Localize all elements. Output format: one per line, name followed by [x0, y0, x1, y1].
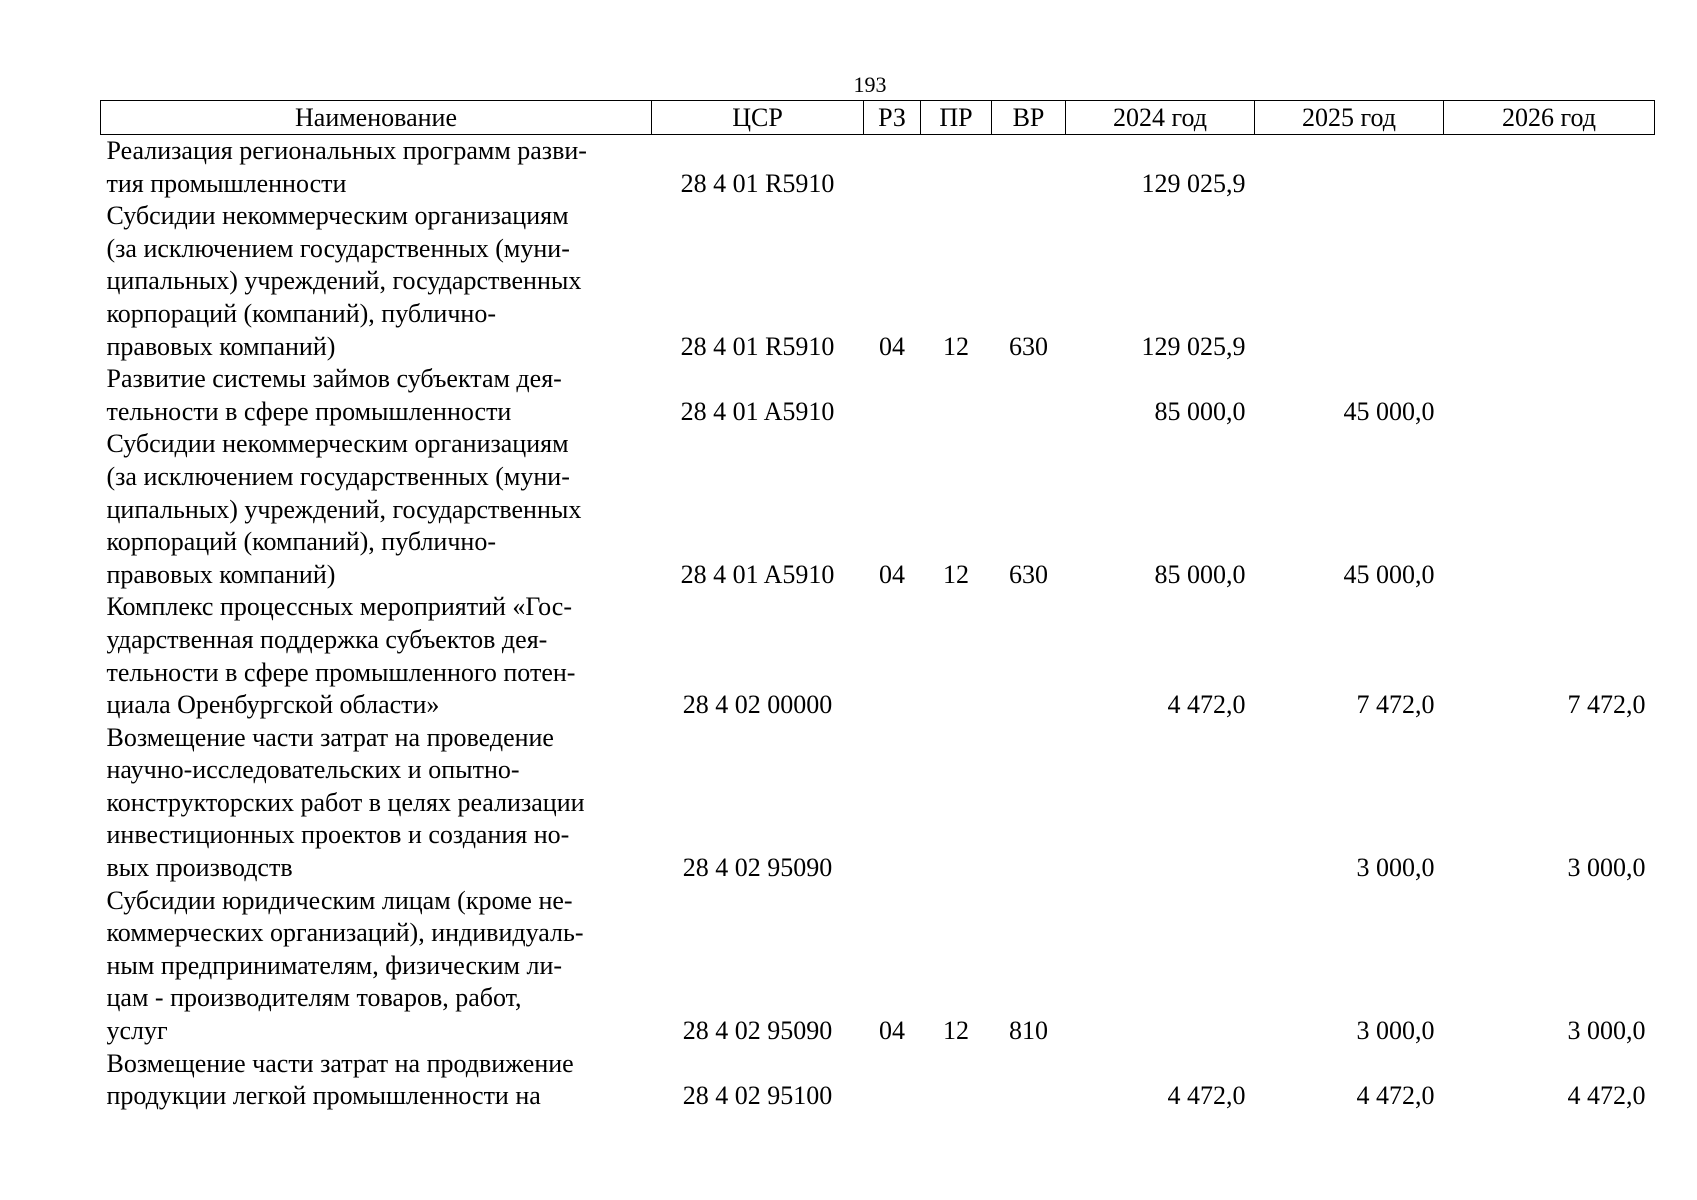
cell-2025: 45 000,0 — [1343, 396, 1435, 426]
cell-vr: 810 — [1009, 1016, 1048, 1046]
cell-pr — [921, 135, 992, 201]
cell-2024: 85 000,0 — [1154, 559, 1246, 589]
cell-pr — [921, 722, 992, 885]
cell-2026: 7 472,0 — [1567, 690, 1646, 720]
cell-rz: 04 — [879, 1016, 905, 1046]
cell-2025 — [1255, 200, 1444, 363]
cell-2026 — [1444, 200, 1655, 363]
cell-vr: 630 — [1009, 331, 1048, 361]
cell-name-line: ударственная поддержка субъектов дея- — [106, 624, 548, 654]
cell-name-line: Развитие системы займов субъектам дея- — [106, 364, 562, 394]
cell-2025: 45 000,0 — [1343, 559, 1435, 589]
table-row — [101, 428, 1655, 591]
cell-name — [101, 1048, 652, 1113]
cell-name-line: Субсидии некоммерческим организациям — [106, 201, 569, 231]
cell-name-line: циала Оренбургской области» — [106, 690, 440, 720]
cell-vr — [992, 135, 1066, 201]
cell-name-line: вых производств — [106, 853, 293, 883]
cell-2026 — [1444, 363, 1655, 428]
cell-name-line: инвестиционных проектов и создания но- — [106, 820, 570, 850]
cell-2024 — [1066, 885, 1255, 1048]
cell-name-line: коммерческих организаций), индивидуаль- — [106, 918, 584, 948]
cell-name — [101, 135, 652, 201]
header-pr: ПР — [921, 101, 992, 135]
cell-name-line: тельности в сфере промышленного потен- — [106, 657, 576, 687]
cell-2024: 129 025,9 — [1141, 331, 1246, 361]
cell-name-line: ципальных) учреждений, государственных — [106, 266, 582, 296]
cell-2025: 3 000,0 — [1356, 853, 1435, 883]
cell-2024 — [1066, 722, 1255, 885]
cell-name — [101, 722, 652, 885]
cell-name — [101, 200, 652, 363]
cell-2026 — [1444, 428, 1655, 591]
cell-rz — [864, 722, 921, 885]
cell-2025: 7 472,0 — [1356, 690, 1435, 720]
cell-pr: 12 — [943, 559, 969, 589]
cell-pr — [921, 363, 992, 428]
table-row — [101, 135, 1655, 201]
cell-vr — [992, 591, 1066, 721]
cell-name-line: научно-исследовательских и опытно- — [106, 755, 520, 785]
cell-vr — [992, 363, 1066, 428]
header-rz: РЗ — [864, 101, 921, 135]
cell-csr: 28 4 02 95090 — [682, 853, 833, 883]
cell-name-line: правовых компаний) — [106, 559, 336, 589]
table-row — [101, 1048, 1655, 1113]
cell-name-line: корпораций (компаний), публично- — [106, 298, 496, 328]
cell-csr: 28 4 01 R5910 — [680, 168, 835, 198]
header-csr: ЦСР — [652, 101, 864, 135]
cell-name-line: ным предпринимателям, физическим ли- — [106, 950, 563, 980]
header-2024: 2024 год — [1066, 101, 1255, 135]
header-name: Наименование — [101, 101, 652, 135]
cell-name-line: Реализация региональных программ разви- — [106, 136, 587, 165]
table-row — [101, 591, 1655, 721]
cell-pr — [921, 1048, 992, 1113]
cell-csr: 28 4 02 00000 — [682, 690, 833, 720]
cell-name-line: Комплекс процессных мероприятий «Гос- — [106, 592, 572, 622]
cell-name-line: Субсидии юридическим лицам (кроме не- — [106, 885, 573, 915]
cell-2025: 4 472,0 — [1356, 1081, 1435, 1111]
cell-name-line: (за исключением государственных (муни- — [106, 461, 570, 491]
cell-2024: 4 472,0 — [1167, 690, 1246, 720]
cell-rz: 04 — [879, 331, 905, 361]
cell-name-line: ципальных) учреждений, государственных — [106, 494, 582, 524]
header-2026: 2026 год — [1444, 101, 1655, 135]
cell-vr — [992, 722, 1066, 885]
cell-name-line: правовых компаний) — [106, 331, 336, 361]
page-number: 193 — [853, 72, 887, 97]
cell-2026: 3 000,0 — [1567, 1016, 1646, 1046]
cell-2026 — [1444, 135, 1655, 201]
cell-rz — [864, 363, 921, 428]
cell-csr: 28 4 02 95100 — [682, 1081, 833, 1111]
cell-name-line: (за исключением государственных (муни- — [106, 233, 570, 263]
cell-name-line: Возмещение части затрат на проведение — [106, 722, 554, 752]
cell-name — [101, 591, 652, 721]
cell-name-line: продукции легкой промышленности на — [106, 1081, 541, 1111]
cell-rz — [864, 1048, 921, 1113]
table-body — [101, 135, 1655, 1113]
cell-csr: 28 4 01 R5910 — [680, 331, 835, 361]
cell-vr — [992, 1048, 1066, 1113]
table-row — [101, 200, 1655, 363]
cell-rz — [864, 591, 921, 721]
cell-name-line: Возмещение части затрат на продвижение — [106, 1048, 574, 1078]
header-vr: ВР — [992, 101, 1066, 135]
table-row — [101, 363, 1655, 428]
cell-2025 — [1255, 135, 1444, 201]
cell-2026: 3 000,0 — [1567, 853, 1646, 883]
cell-name — [101, 885, 652, 1048]
table-header-row — [101, 101, 1655, 135]
cell-rz — [864, 135, 921, 201]
cell-pr: 12 — [943, 331, 969, 361]
cell-pr — [921, 591, 992, 721]
header-2025: 2025 год — [1255, 101, 1444, 135]
cell-name — [101, 363, 652, 428]
cell-name-line: цам - производителям товаров, работ, — [106, 983, 522, 1013]
cell-2025: 3 000,0 — [1356, 1016, 1435, 1046]
cell-rz: 04 — [879, 559, 905, 589]
cell-2024: 129 025,9 — [1141, 168, 1246, 198]
cell-name — [101, 428, 652, 591]
cell-name-line: корпораций (компаний), публично- — [106, 527, 496, 557]
cell-name-line: тельности в сфере промышленности — [106, 396, 512, 426]
table-row — [101, 885, 1655, 1048]
cell-csr: 28 4 02 95090 — [682, 1016, 833, 1046]
cell-csr: 28 4 01 A5910 — [680, 396, 835, 426]
budget-table — [100, 100, 1655, 1113]
table-row — [101, 722, 1655, 885]
cell-2024: 85 000,0 — [1154, 396, 1246, 426]
cell-2026: 4 472,0 — [1567, 1081, 1646, 1111]
cell-name-line: конструкторских работ в целях реализации — [106, 787, 585, 817]
cell-pr: 12 — [943, 1016, 969, 1046]
cell-name-line: Субсидии некоммерческим организациям — [106, 429, 569, 459]
cell-name-line: услуг — [106, 1016, 168, 1046]
cell-csr: 28 4 01 A5910 — [680, 559, 835, 589]
cell-vr: 630 — [1009, 559, 1048, 589]
cell-2024: 4 472,0 — [1167, 1081, 1246, 1111]
cell-name-line: тия промышленности — [106, 168, 347, 198]
